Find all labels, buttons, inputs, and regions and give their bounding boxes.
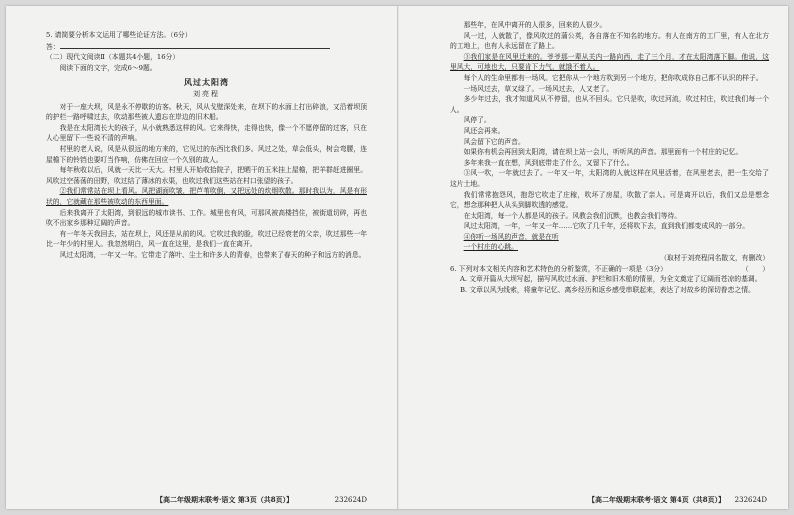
essay-title: 风过太阳湾 (184, 77, 229, 88)
essay-paragraph: 风过太阳湾，一年又一年。它带走了落叶、尘土和许多人的青春，也带来了春天的种子和远方的消息。 (59, 250, 366, 259)
essay-paragraph: ③风一吹，一年就过去了。一年又一年，太阳湾的人就这样在风里活着，在风里老去，把一生交给了这片土地。 (450, 169, 769, 188)
essay-paragraph-underlined: ②我们常常站在坝上看风。风把湖面吹皱，把芦苇吹倒，又把远处的炊烟吹散。那时我以为，风是有形状的，它就藏在那些被吹动的东西里面。 (46, 187, 367, 206)
exam-code: 232624D (734, 496, 767, 504)
essay-paragraph: 我们常常抱怨风，抱怨它吹走了庄稼，吹坏了房屋，吹散了亲人。可是离开以后，我们又总是想念它，想念那种把人从头到脚吹透的感觉。 (450, 190, 769, 210)
reading-instruction: 阅读下面的文字，完成6～9题。 (59, 63, 157, 72)
source-note: （取材于刘亮程同名散文，有删改） (660, 254, 769, 263)
essay-paragraph: 每年秋收以后，风就一天比一天大。村里人开始收拾院子，把晒干的玉米挂上屋檐，把羊群赶进圈里。风吹过空荡荡的田野，吹过结了薄冰的水渠，也吹过我们这些站在村口张望的孩子。 (46, 166, 367, 185)
section-header: （二）现代文阅读Ⅱ（本题共4小题，16分） (46, 53, 180, 62)
essay-paragraph: 在太阳湾，每一个人都是风的孩子。风教会我们沉默，也教会我们等待。 (463, 211, 682, 220)
left-content (46, 30, 367, 260)
essay-paragraph: 风还会再来。 (463, 126, 505, 135)
essay-paragraph: 如果你有机会再回到太阳湾，请在坝上站一会儿，听听风的声音。那里面有一个村庄的记忆。 (463, 148, 743, 157)
answer-blank (270, 41, 330, 49)
essay-paragraph: 每个人的生命里都有一场风。它把你从一个地方吹到另一个地方，把你吹成你自己都不认识的样子。 (463, 73, 763, 82)
essay-paragraph-underlined: ③我们家是在风里迁来的。爷爷那一辈从关内一路向西，走了三个月，才在太阳湾落下脚。他说，这里风大，可地也大，只要肯下力气，就饿不着人。 (450, 52, 769, 72)
page-footer-text: 【高二年级期末联考·语文 第4页（共8页）】 (588, 495, 726, 504)
page-footer-text: 【高二年级期末联考·语文 第3页（共8页）】 (156, 495, 294, 504)
essay-paragraph: 风会留下它的声音。 (463, 137, 525, 146)
left-page (6, 6, 397, 509)
question-6 (450, 264, 769, 275)
right-content (450, 20, 769, 295)
essay-paragraph: 风停了。 (463, 116, 491, 125)
answer-blank (60, 41, 270, 49)
exam-code: 232624D (334, 496, 367, 504)
underlined-line: ④你听一场风的声音，就是在听 (463, 232, 559, 241)
answer-bracket: （ ） (741, 264, 769, 273)
option-b: B. 文章以风为线索，将童年记忆、离乡经历和返乡感受串联起来，表达了对故乡的深切眷恋之情。 (460, 285, 755, 294)
essay-paragraph: 我是在太阳湾长大的孩子，从小就熟悉这样的风。它来得快，走得也快，像一个不愿停留的过客，只在人心里留下一些说不清的声响。 (46, 123, 367, 143)
essay-paragraph: 多少年过去，我才知道风从不停留，也从不回头。它只是吹，吹过河流，吹过村庄，吹过我们每一个人。 (450, 95, 769, 114)
essay-paragraph: 多年来我一直在想，风到底带走了什么，又留下了什么。 (463, 158, 634, 167)
essay-paragraph: 一场风过去，草又绿了。一场风过去，人又老了。 (463, 84, 614, 93)
underlined-line: 一个村庄的心跳。 (463, 243, 518, 252)
question-6-stem: 6. 下列对本文相关内容和艺术特色的分析鉴赏，不正确的一项是（3分） (450, 264, 667, 273)
exam-sheet (6, 6, 788, 509)
essay-paragraph: 村里的老人说，风是从很远的地方来的，它见过的东西比我们多。风过之处，草会低头，树会弯腰，连屋檐下的铃铛也要叮当作响，仿佛在回应一个久别的故人。 (46, 144, 367, 164)
essay-paragraph: 后来我离开了太阳湾，到很远的城市读书、工作。城里也有风，可那风被高楼挡住，被街道切碎，再也吹不出家乡那种辽阔的声音。 (46, 208, 367, 228)
essay-paragraph: 有一年冬天我回去，站在坝上，风还是从前的风。它吹过我的脸，吹过已经衰老的父亲，吹过那些一年比一年少的村里人。我忽然明白，风一直在这里，是我们一直在离开。 (46, 229, 367, 249)
essay-paragraph: 那些年，在风中离开的人很多，回来的人很少。 (463, 21, 607, 29)
essay-heading (46, 77, 367, 99)
question-5: 5. 请简要分析本文运用了哪些论证方法。（6分） (46, 31, 192, 39)
essay-paragraph: 风一过，人就散了，像风吹过的蒲公英，各自落在不知名的地方。有人在南方的工厂里，有人在北方的工地上，也有人永远留在了路上。 (450, 31, 769, 51)
essay-author: 刘亮程 (193, 89, 220, 98)
essay-paragraph: 风过太阳湾，一年，一年又一年……它吹了几千年，还将吹下去，直到我们都变成风的一部分。 (463, 222, 750, 231)
option-a: A. 文章开篇从大坝写起，描写风吹过水面、护栏和旧木船的情景，为全文奠定了辽阔而苍凉的基调。 (460, 275, 762, 284)
answer-label: 答： (46, 42, 60, 51)
essay-paragraph: 对于一座大坝，风是永不停歇的访客。秋天，风从戈壁深处来，在坝下的水面上打出碎浪，又沿着坝顶的护栏一路呼啸过去，吹动那些被人遗忘在岸边的旧木船。 (46, 102, 367, 122)
answer-line (46, 41, 367, 53)
right-page (397, 6, 789, 509)
